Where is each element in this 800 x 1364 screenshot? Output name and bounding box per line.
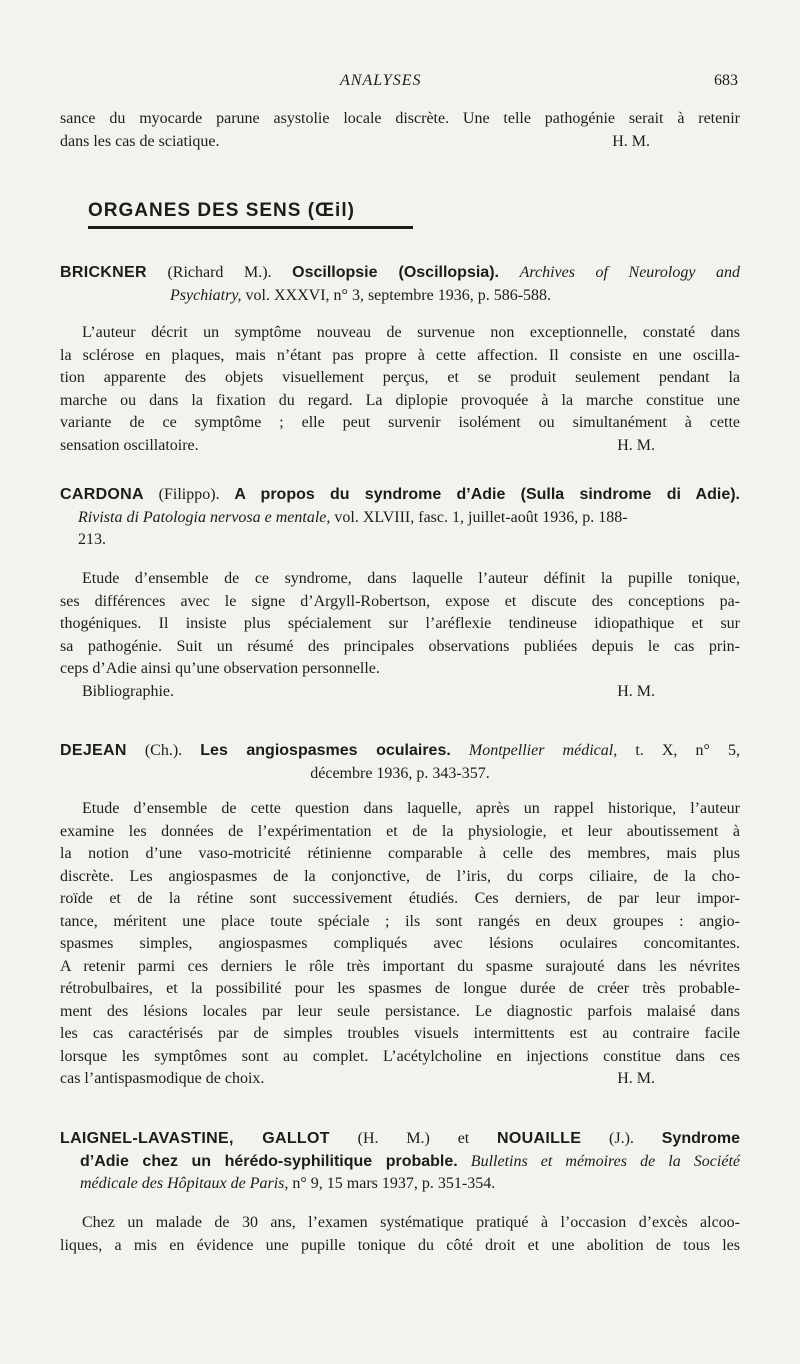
abstract-line: thogéniques. Il insiste plus spécialement sur l’aréflexie tendineuse idiopathique et sur (60, 615, 740, 632)
author-initials: (Richard M.). (167, 264, 272, 281)
intro-line-1: sance du myocarde parune asystolie locale discrète. Une telle pathogénie serait à retenir (60, 110, 740, 127)
reference-line (60, 1173, 740, 1196)
page-number: 683 (714, 72, 738, 89)
reference-line (60, 507, 740, 530)
author-initials: (H. M.) (357, 1130, 430, 1147)
reference-line (60, 1128, 740, 1151)
intro-line-2-text: dans les cas de sciatique. (60, 132, 220, 150)
abstract-line: L’auteur décrit un symptôme nouveau de survenue non exceptionnelle, constaté dans (82, 324, 740, 341)
abstract-line: A retenir parmi ces derniers le rôle très important du spasme surajouté dans les névrites (60, 957, 740, 975)
abstract-line: Etude d’ensemble de cette question dans laquelle, après un rappel historique, l’auteur (82, 800, 740, 817)
abstract-line: la sclérose en plaques, mais n’étant pas propre à cette affection. Il consiste en une oscilla- (60, 346, 740, 364)
abstract-line: discrète. Les angiospasmes de la conjonctive, de l’iris, du corps ciliaire, de la cho- (60, 867, 740, 885)
journal-name: Rivista di Patologia nervosa e mentale, (78, 508, 331, 526)
journal-name: Bulletins et mémoires de la Société (470, 1152, 740, 1170)
journal-details: t. X, n° 5, (635, 742, 741, 759)
signature: H. M. (617, 436, 655, 454)
author-initials: (Filippo). (158, 486, 220, 503)
abstract-line-text: sensation oscillatoire. (60, 436, 199, 454)
abstract-line: sa pathogénie. Suit un résumé des principales observations publiées depuis le cas prin- (60, 637, 740, 655)
abstract-last-line (60, 1068, 740, 1091)
article-title: A propos du syndrome d’Adie (Sulla sindrome di Adie). (234, 486, 741, 503)
abstract-line: la notion d’une vaso-motricité rétinienne comparable à celle des membres, mais plus (60, 845, 740, 862)
abstract-line: ceps d’Adie ainsi qu’une observation personnelle. (60, 660, 380, 677)
author-name: LAIGNEL-LAVASTINE, GALLOT (60, 1130, 330, 1147)
abstract-line: examine les données de l’expérimentation et de la physiologie, et leur aboutissement à (60, 822, 740, 840)
reference-line (60, 740, 740, 763)
journal-details-cont: 213. (78, 531, 106, 548)
abstract-line-text: Bibliographie. (82, 682, 174, 700)
section-rule (88, 226, 413, 229)
reference-line (60, 1151, 740, 1174)
journal-details: vol. XLVIII, fasc. 1, juillet-août 1936, p. 188- (334, 508, 628, 526)
abstract-line: Chez un malade de 30 ans, l’examen systématique pratiqué à l’occasion d’excès alcoo- (82, 1214, 740, 1231)
journal-name: Archives of Neurology and (519, 264, 741, 281)
reference-line (60, 763, 740, 786)
intro-signature: H. M. (612, 132, 650, 150)
intro-line-2 (60, 131, 740, 154)
running-head (0, 72, 800, 92)
author-name: CARDONA (60, 486, 144, 503)
reference-line (60, 484, 740, 507)
author-conjunction: et (457, 1130, 470, 1147)
abstract-line: ses différences avec le signe d’Argyll-Robertson, expose et discute des conceptions pa- (60, 592, 740, 610)
abstract-brickner (60, 322, 740, 457)
abstract-line: roïde et de la rétine sont successivement étudiés. Ces derniers, de par leur impor- (60, 890, 740, 907)
abstract-line: spasmes simples, angiospasmes compliqués avec lésions oculaires concomitantes. (60, 935, 740, 952)
abstract-line: les cas caractérisés par de simples troubles visuels intermittents est au contraire facile (60, 1025, 740, 1042)
abstract-line: variante de ce symptôme ; elle peut survenir isolément ou simultanément à cette (60, 414, 740, 431)
abstract-last-line (60, 681, 740, 704)
abstract-line: rétrobulbaires, et la possibilité pour les spasmes de longue durée de créer très probable- (60, 980, 740, 997)
journal-name-cont: médicale des Hôpitaux de Paris, (80, 1175, 289, 1192)
article-title-cont: d’Adie chez un hérédo-syphilitique probable. (80, 1152, 458, 1170)
reference-line (60, 262, 740, 285)
article-title: Les angiospasmes oculaires. (200, 742, 451, 759)
article-title: Syndrome (661, 1130, 740, 1147)
reference-brickner (60, 262, 740, 307)
author-name: DEJEAN (60, 742, 127, 759)
running-title: ANALYSES (340, 72, 422, 89)
abstract-laignel-lavastine (60, 1212, 740, 1257)
abstract-cardona (60, 568, 740, 703)
abstract-dejean (60, 798, 740, 1091)
author-initials-2: (J.). (609, 1130, 634, 1147)
reference-laignel-lavastine (60, 1128, 740, 1196)
section-title: ORGANES DES SENS (Œil) (88, 200, 355, 221)
author-name-2: NOUAILLE (497, 1130, 582, 1147)
journal-details: vol. XXXVI, n° 3, septembre 1936, p. 586-588. (245, 286, 552, 304)
reference-line (60, 285, 740, 308)
signature: H. M. (617, 682, 655, 700)
abstract-line: tion apparente des objets visuellement perçus, et se produit seulement pendant la (60, 369, 740, 386)
journal-name: Montpellier médical, (468, 742, 618, 759)
journal-details-cont: décembre 1936, p. 343-357. (310, 764, 490, 782)
abstract-line: ment des lésions locales par leur seule persistance. Le diagnostic parfois malaisé dans (60, 1002, 740, 1020)
reference-cardona (60, 484, 740, 552)
abstract-line-text: cas l’antispasmodique de choix. (60, 1070, 265, 1087)
article-title: Oscillopsie (Oscillopsia). (292, 264, 499, 281)
reference-line (60, 529, 740, 552)
journal-name-cont: Psychiatry, (170, 286, 242, 304)
author-name: BRICKNER (60, 264, 147, 281)
abstract-line: lorsque les symptômes sont au complet. L’acétylcholine en injections constitue dans ces (60, 1047, 740, 1065)
abstract-line: tance, méritent une place toute spéciale ; ils sont rangés en deux groupes : angio- (60, 912, 740, 930)
abstract-line: Etude d’ensemble de ce syndrome, dans laquelle l’auteur définit la pupille tonique, (82, 570, 740, 587)
abstract-line: liques, a mis en évidence une pupille tonique du côté droit et une abolition de tous les (60, 1236, 740, 1254)
abstract-last-line (60, 435, 740, 458)
signature: H. M. (617, 1070, 655, 1087)
abstract-line: marche ou dans la fixation du regard. La diplopie provoquée à la marche constitue une (60, 391, 740, 409)
journal-details: n° 9, 15 mars 1937, p. 351-354. (292, 1175, 496, 1192)
reference-dejean (60, 740, 740, 785)
author-initials: (Ch.). (144, 742, 183, 759)
intro-paragraph (60, 108, 740, 153)
